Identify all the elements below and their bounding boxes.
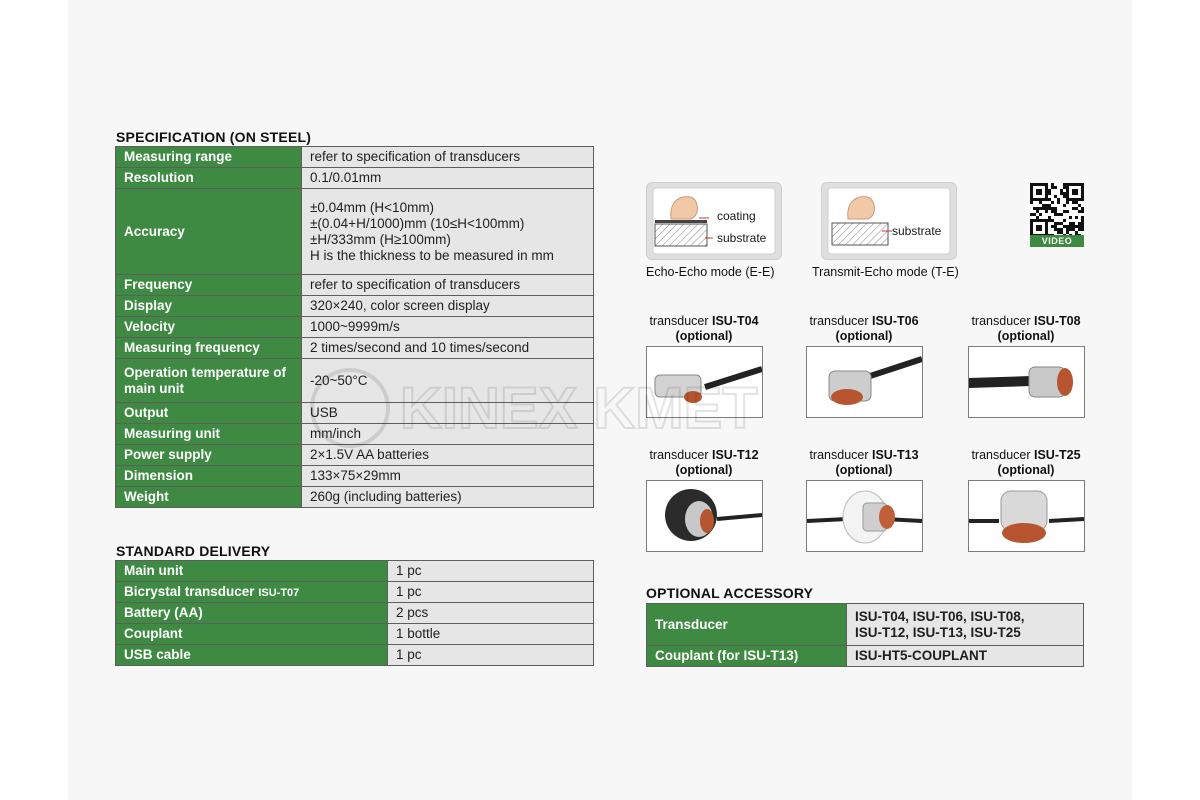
optional-value-line: ISU-HT5-COUPLANT [855,648,987,663]
transducer-model: ISU-T25 [1033,448,1081,462]
spec-value-line: refer to specification of transducers [310,149,521,164]
spec-key: Power supply [116,445,302,466]
transducer-model: ISU-T04 [711,314,759,328]
transducer-prefix: transducer [809,314,872,328]
spec-key: Accuracy [116,189,302,275]
delivery-item-label: Main unit [124,563,184,578]
delivery-row [116,582,594,603]
spec-value [302,275,594,296]
spec-value-line: refer to specification of transducers [310,277,521,292]
transducer-caption [800,314,928,344]
spec-value [302,338,594,359]
spec-value [302,317,594,338]
transducer-model: ISU-T08 [1033,314,1081,328]
spec-row [116,296,594,317]
transducer-photo [646,480,763,552]
spec-key: Operation temperature of main unit [116,359,302,403]
delivery-item-label: Battery (AA) [124,605,203,620]
transducer-note: (optional) [675,329,733,343]
delivery-item [116,624,388,645]
transducer-note: (optional) [997,329,1055,343]
spec-key: Frequency [116,275,302,296]
spec-row [116,147,594,168]
spec-row [116,359,594,403]
delivery-row [116,624,594,645]
transducer-note: (optional) [675,463,733,477]
spec-value-line: 2×1.5V AA batteries [310,447,429,462]
echo-echo-caption: Echo-Echo mode (E-E) [646,265,775,279]
spec-value [302,466,594,487]
delivery-qty: 1 pc [388,582,594,603]
substrate-label: substrate [717,231,767,245]
delivery-item-label: Bicrystal transducer [124,583,259,599]
video-qr-code[interactable] [1030,183,1084,247]
spec-row [116,189,594,275]
transducer-note: (optional) [997,463,1055,477]
spec-value-line: 133×75×29mm [310,468,401,483]
delivery-qty: 1 bottle [388,624,594,645]
delivery-heading: STANDARD DELIVERY [116,543,271,559]
spec-heading: SPECIFICATION (ON STEEL) [116,129,312,145]
transducer-prefix: transducer [649,314,712,328]
optional-row [647,646,1084,667]
spec-key: Resolution [116,168,302,189]
spec-row [116,487,594,508]
spec-value [302,424,594,445]
optional-value-line: ISU-T12, ISU-T13, ISU-T25 [855,624,1021,640]
spec-value-line: -20~50°C [310,372,368,388]
transducer-caption [800,448,928,478]
transducer-note: (optional) [835,329,893,343]
spec-key: Output [116,403,302,424]
spec-key: Measuring unit [116,424,302,445]
spec-value-line: mm/inch [310,426,362,441]
spec-value [302,487,594,508]
delivery-item [116,645,388,666]
delivery-item [116,582,388,603]
optional-value [847,604,1084,646]
video-label: VIDEO [1030,235,1084,247]
transducer-prefix: transducer [971,448,1034,462]
transmit-echo-diagram [821,182,957,260]
spec-value [302,168,594,189]
spec-value-line: ±(0.04+H/1000)mm (10≤H<100mm) [310,215,525,231]
spec-key: Display [116,296,302,317]
delivery-item-label: Couplant [124,626,183,641]
delivery-item [116,603,388,624]
spec-key: Measuring range [116,147,302,168]
transmit-echo-caption: Transmit-Echo mode (T-E) [812,265,959,279]
delivery-item-label: USB cable [124,647,191,662]
delivery-qty: 2 pcs [388,603,594,624]
transducer-model: ISU-T12 [711,448,759,462]
delivery-qty: 1 pc [388,561,594,582]
spec-row [116,466,594,487]
spec-row [116,445,594,466]
spec-row [116,338,594,359]
spec-key: Measuring frequency [116,338,302,359]
spec-key: Dimension [116,466,302,487]
spec-value [302,403,594,424]
transducer-prefix: transducer [649,448,712,462]
delivery-item [116,561,388,582]
optional-value [847,646,1084,667]
transducer-photo [806,346,923,418]
spec-value [302,296,594,317]
spec-row [116,275,594,296]
spec-row [116,168,594,189]
spec-table [115,146,594,508]
optional-row [647,604,1084,646]
spec-value-line: 0.1/0.01mm [310,170,382,185]
optional-key: Transducer [647,604,847,646]
spec-value-line: 260g (including batteries) [310,489,462,504]
delivery-row [116,561,594,582]
transducer-photo [968,480,1085,552]
spec-value-line: 320×240, color screen display [310,298,490,313]
spec-value [302,147,594,168]
optional-value-line: ISU-T04, ISU-T06, ISU-T08, [855,608,1025,624]
transducer-prefix: transducer [971,314,1034,328]
spec-value [302,359,594,403]
transducer-prefix: transducer [809,448,872,462]
transducer-photo [806,480,923,552]
spec-key: Velocity [116,317,302,338]
spec-value [302,189,594,275]
coating-label: coating [717,209,756,223]
spec-value-line: 2 times/second and 10 times/second [310,340,530,355]
transducer-note: (optional) [835,463,893,477]
spec-value [302,445,594,466]
delivery-table [115,560,594,666]
delivery-row [116,603,594,624]
delivery-row [116,645,594,666]
transducer-caption [962,448,1090,478]
optional-table [646,603,1084,667]
spec-row [116,317,594,338]
spec-value-line: ±H/333mm (H≥100mm) [310,231,451,247]
spec-row [116,403,594,424]
delivery-qty: 1 pc [388,645,594,666]
spec-value-line: 1000~9999m/s [310,319,400,334]
transducer-caption [640,448,768,478]
optional-key: Couplant (for ISU-T13) [647,646,847,667]
spec-key: Weight [116,487,302,508]
spec-value-line: H is the thickness to be measured in mm [310,247,554,263]
transducer-photo [968,346,1085,418]
substrate-label: substrate [892,224,942,238]
echo-echo-diagram [646,182,782,260]
spec-value-line: ±0.04mm (H<10mm) [310,199,435,215]
delivery-item-model: ISU-T07 [258,586,300,599]
transducer-caption [962,314,1090,344]
transducer-model: ISU-T13 [871,448,919,462]
transducer-photo [646,346,763,418]
spec-value-line: USB [310,405,338,420]
transducer-caption [640,314,768,344]
transducer-model: ISU-T06 [871,314,919,328]
spec-row [116,424,594,445]
optional-heading: OPTIONAL ACCESSORY [646,585,814,601]
